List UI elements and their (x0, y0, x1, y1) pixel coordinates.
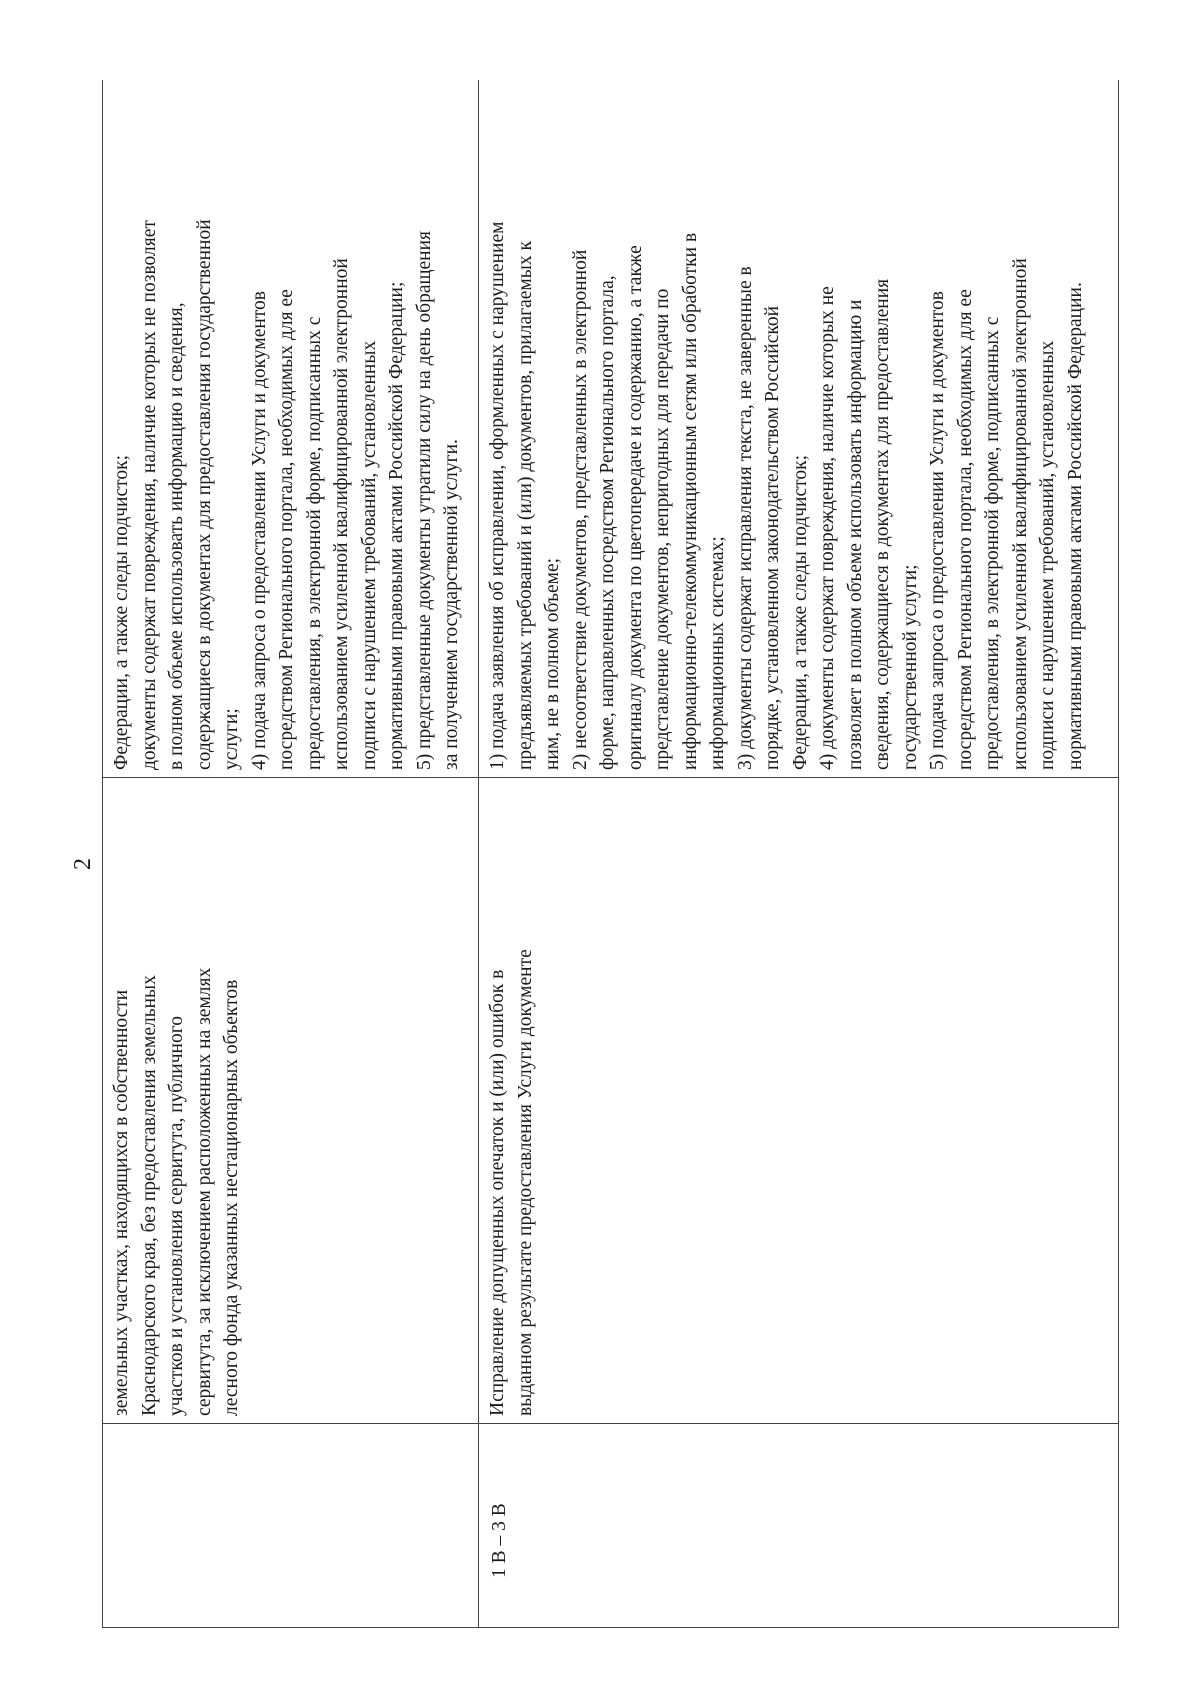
row-2-grounds-line: информационно-телекоммуникационным сетям или обработки в (679, 232, 701, 770)
row-1-grounds-line: посредством Регионального портала, необходимых для ее (276, 289, 297, 770)
row-2-grounds-line: 5) подача запроса о предоставлении Услуги и документов (927, 290, 948, 770)
row-2-grounds-line: 4) документы содержат повреждения, наличие которых не (817, 286, 838, 770)
row-2-grounds-line: 1) подача заявления об исправлении, оформленных с нарушением (487, 221, 508, 770)
row-2-name-line: Исправление допущенных опечаток и (или) ошибок в (487, 969, 508, 1416)
table-left-border (102, 1627, 1118, 1628)
row-2-name (484, 949, 539, 1416)
column-divider-grounds (102, 777, 1118, 778)
row-1-name (108, 968, 246, 1416)
row-1-name-line: сервитута, за исключением расположенных на землях (193, 967, 215, 1416)
row-1-grounds-line: подписи с нарушением требований, установленных (358, 340, 380, 770)
row-1-grounds-line: документы содержат повреждения, наличие которых не позволяет (138, 220, 160, 770)
row-divider (478, 80, 479, 1628)
row-2-grounds-line: Федерации, а также следы подчисток; (789, 454, 811, 770)
row-2-grounds-line: нормативными правовыми актами Российской Федерации. (1064, 282, 1086, 770)
row-1-grounds-line: Федерации, а также следы подчисток; (111, 454, 132, 770)
row-1-name-line: земельных участках, находящихся в собственности (111, 989, 132, 1416)
row-1-name-line: лесного фонда указанных нестационарных объектов (221, 979, 242, 1416)
row-2-grounds-line: сведения, содержащиеся в документах для предоставления (872, 278, 893, 770)
row-1-grounds-line: в полном объеме использовать информацию и сведения, (166, 302, 187, 770)
row-2-name-line: выданном результате предоставления Услуги документе (514, 949, 536, 1416)
row-2-grounds (484, 222, 1089, 770)
table-top-border (102, 80, 103, 1628)
row-2-grounds-line: предоставления, в электронной форме, подписанных с (982, 316, 1003, 770)
row-2-grounds-line: 3) документы содержат исправления текста, не заверенные в (734, 266, 756, 770)
row-2-grounds-line: использованием усиленной квалифицированной электронной (1009, 258, 1031, 770)
row-2-grounds-line: 2) несоответствие документов, представленных в электронной (569, 249, 591, 770)
row-1-grounds-line: нормативными правовыми актами Российской Федерации; (386, 281, 407, 770)
row-1-grounds-line: использованием усиленной квалифицированной электронной (331, 258, 352, 770)
row-2-grounds-line: подписи с нарушением требований, установленных (1037, 340, 1058, 770)
table-bottom-border (1118, 80, 1119, 1628)
row-1-grounds-line: содержащиеся в документах для предоставления государственной (193, 219, 215, 770)
row-2-grounds-line: представление документов, непригодных для передачи по (652, 288, 673, 770)
row-2-grounds-line: форме, направленных посредством Регионального портала, (597, 275, 618, 770)
row-2-grounds-line: государственной услуги; (899, 564, 921, 770)
row-2-grounds-line: позволяет в полном объеме использовать информацию и (844, 299, 866, 770)
row-1-name-line: Краснодарского края, без предоставления земельных (138, 975, 160, 1416)
row-1-grounds-line: за получением государственной услуги. (441, 439, 462, 770)
row-2-grounds-line: оригиналу документа по цветопередаче и содержанию, а также (624, 245, 646, 770)
row-1-grounds-line: предоставления, в электронной форме, подписанных с (303, 316, 325, 770)
row-2-grounds-line: ним, не в полном объеме; (542, 557, 563, 770)
row-2-code: 1 В – 3 В (489, 1503, 510, 1578)
column-divider-code (102, 1423, 1118, 1424)
row-2-grounds-line: посредством Регионального портала, необходимых для ее (954, 289, 976, 770)
row-1-grounds-line: 4) подача запроса о предоставлении Услуги и документов (248, 290, 270, 770)
page-number: 2 (70, 858, 96, 870)
row-1-grounds (108, 219, 466, 770)
row-2-grounds-line: порядке, установленном законодательством Российской (762, 305, 783, 770)
row-2-grounds-line: информационных системах; (707, 536, 728, 770)
row-2-grounds-line: предъявляемых требований и (или) документов, прилагаемых к (514, 241, 536, 770)
row-1-grounds-line: 5) представленные документы утратили силу на день обращения (413, 230, 435, 770)
row-1-name-line: участков и установления сервитута, публичного (166, 1016, 187, 1416)
row-1-grounds-line: услуги; (221, 708, 242, 770)
